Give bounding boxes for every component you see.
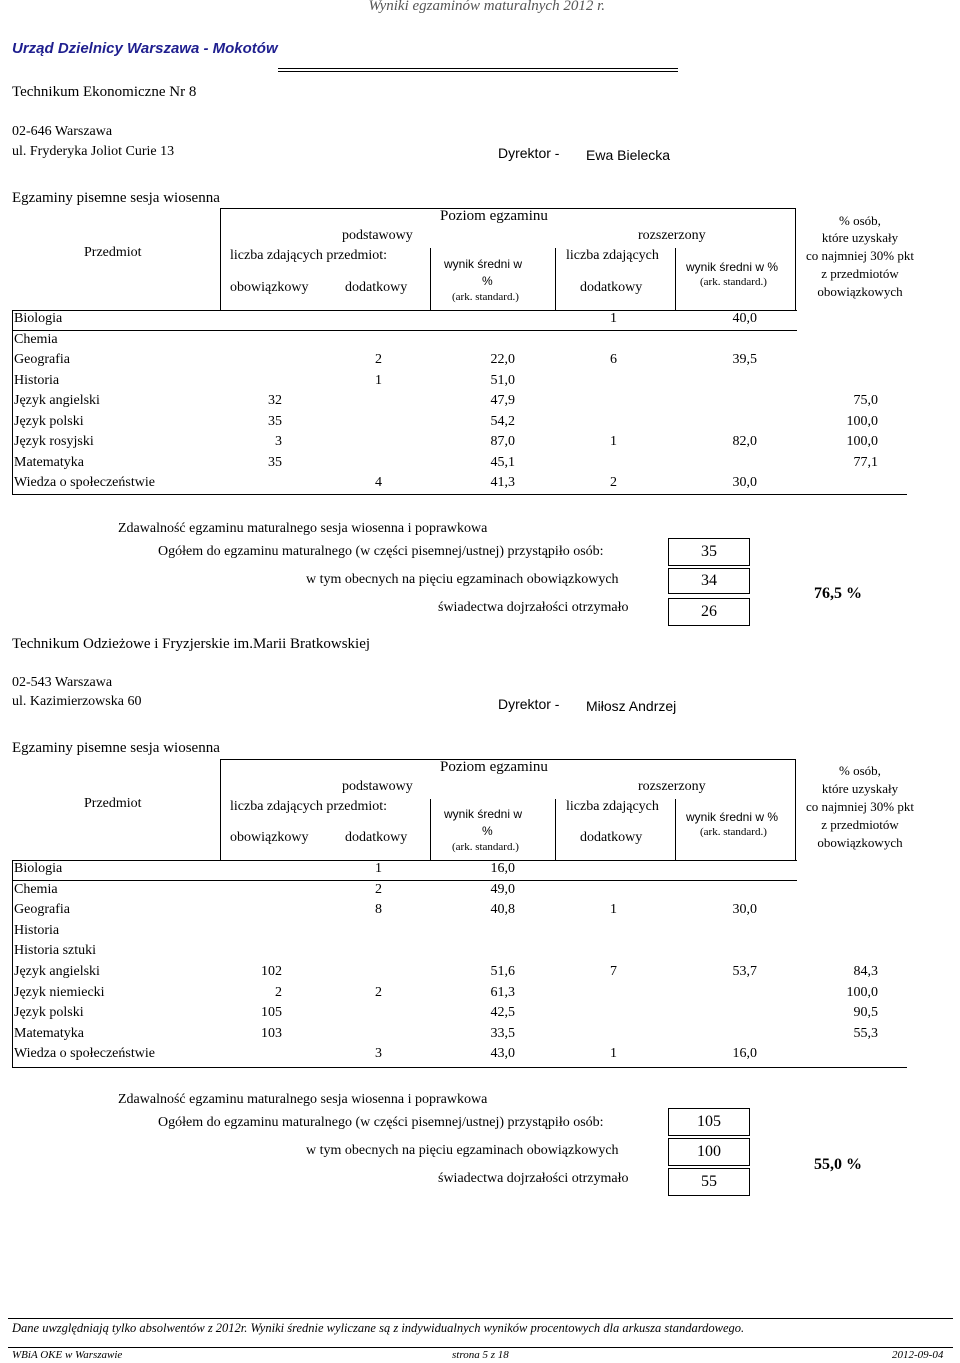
extended-count-cell: 1 bbox=[610, 1046, 617, 1062]
footer-org: WBiA OKE w Warszawie bbox=[12, 1349, 123, 1361]
school-name: Technikum Odzieżowe i Fryzjerskie im.Marii Bratkowskiej bbox=[12, 636, 371, 652]
header-subject: Przedmiot bbox=[84, 796, 142, 811]
summary-present-label: w tym obecnych na pięciu egzaminach obowiązkowych bbox=[306, 572, 619, 587]
average-cell: 16,0 bbox=[490, 861, 515, 876]
additional-count-cell: 1 bbox=[375, 372, 382, 388]
extended-average-cell: 39,5 bbox=[732, 352, 757, 367]
extended-count-cell: 1 bbox=[610, 311, 617, 326]
subject-cell: Historia bbox=[14, 922, 60, 938]
header-count-ext: liczba zdających bbox=[566, 248, 659, 263]
header-avg: wynik średni w bbox=[444, 807, 523, 821]
subject-cell: Język angielski bbox=[14, 964, 100, 979]
subject-cell: Język rosyjski bbox=[14, 434, 94, 449]
header-ark: (ark. standard.) bbox=[700, 826, 767, 838]
subject-cell: Matematyka bbox=[14, 1025, 84, 1041]
average-cell: 22,0 bbox=[490, 352, 515, 367]
mandatory-count-cell: 103 bbox=[261, 1025, 282, 1041]
subject-cell: Historia bbox=[14, 372, 60, 388]
mandatory-count-cell: 102 bbox=[261, 964, 282, 979]
header-mandatory: obowiązkowy bbox=[230, 280, 309, 295]
footer-note: Dane uwzględniają tylko absolwentów z 2012r. Wyniki średnie wyliczane są z indywidualnych wyników procentowych dla arkusza standardowego. bbox=[12, 1321, 745, 1335]
header-level: Poziom egzaminu bbox=[440, 759, 548, 775]
exam-section-title: Egzaminy pisemne sesja wiosenna bbox=[12, 740, 220, 756]
school-street: ul. Fryderyka Joliot Curie 13 bbox=[12, 144, 175, 159]
mandatory-count-cell: 2 bbox=[275, 984, 282, 1000]
header-pct: z przedmiotów bbox=[821, 266, 899, 281]
extended-count-cell: 1 bbox=[610, 902, 617, 918]
average-cell: 47,9 bbox=[490, 393, 515, 408]
pass-percent-cell: 75,0 bbox=[853, 393, 878, 408]
average-cell: 49,0 bbox=[490, 881, 515, 897]
average-cell: 43,0 bbox=[490, 1046, 515, 1062]
header-additional: dodatkowy bbox=[580, 280, 643, 295]
header-extended: rozszerzony bbox=[638, 228, 706, 243]
additional-count-cell: 3 bbox=[375, 1046, 382, 1062]
school-postal: 02-646 Warszawa bbox=[12, 124, 113, 139]
mandatory-count-cell: 32 bbox=[268, 393, 282, 408]
exam-section-title: Egzaminy pisemne sesja wiosenna bbox=[12, 190, 220, 206]
header-extended: rozszerzony bbox=[638, 779, 706, 794]
header-ark: (ark. standard.) bbox=[700, 276, 767, 288]
pass-percent-cell: 100,0 bbox=[846, 434, 878, 449]
extended-average-cell: 53,7 bbox=[732, 964, 757, 979]
header-pct: % osób, bbox=[839, 763, 881, 778]
director-label: Dyrektor - bbox=[498, 696, 560, 712]
header-count: liczba zdających przedmiot: bbox=[230, 248, 388, 263]
summary-present-value: 34 bbox=[668, 568, 750, 594]
mandatory-count-cell: 35 bbox=[268, 413, 282, 429]
header-avg: % bbox=[482, 274, 493, 288]
header-subject: Przedmiot bbox=[84, 245, 142, 260]
additional-count-cell: 1 bbox=[375, 861, 382, 876]
school-street: ul. Kazimierzowska 60 bbox=[12, 694, 142, 709]
average-cell: 45,1 bbox=[490, 454, 515, 470]
pass-percent-cell: 90,5 bbox=[853, 1005, 878, 1021]
header-rule bbox=[278, 68, 678, 69]
summary-cert-value: 55 bbox=[668, 1168, 750, 1196]
subject-cell: Biologia bbox=[14, 861, 63, 876]
header-level: Poziom egzaminu bbox=[440, 208, 548, 224]
summary-title: Zdawalność egzaminu maturalnego sesja wiosenna i poprawkowa bbox=[118, 1092, 488, 1107]
pass-percent-cell: 100,0 bbox=[846, 984, 878, 1000]
extended-average-cell: 30,0 bbox=[732, 902, 757, 918]
additional-count-cell: 2 bbox=[375, 352, 382, 367]
summary-total-value: 35 bbox=[668, 538, 750, 566]
header-avg-ext: wynik średni w % bbox=[686, 260, 779, 274]
extended-average-cell: 30,0 bbox=[732, 475, 757, 490]
header-additional: dodatkowy bbox=[345, 830, 408, 845]
extended-count-cell: 2 bbox=[610, 475, 617, 490]
header-basic: podstawowy bbox=[342, 228, 413, 243]
header-pct: % osób, bbox=[839, 213, 881, 228]
header-rule bbox=[278, 71, 678, 72]
subject-cell: Historia sztuki bbox=[14, 943, 97, 959]
summary-cert-value: 26 bbox=[668, 598, 750, 626]
pass-rate: 55,0 % bbox=[814, 1156, 862, 1173]
summary-title: Zdawalność egzaminu maturalnego sesja wiosenna i poprawkowa bbox=[118, 521, 488, 536]
footer-date: 2012-09-04 bbox=[892, 1349, 944, 1361]
subject-cell: Matematyka bbox=[14, 454, 84, 470]
average-cell: 51,0 bbox=[490, 372, 515, 388]
summary-total-label: Ogółem do egzaminu maturalnego (w części pisemnej/ustnej) przystąpiło osób: bbox=[158, 1115, 604, 1130]
mandatory-count-cell: 35 bbox=[268, 454, 282, 470]
average-cell: 33,5 bbox=[490, 1025, 515, 1041]
director-name: Ewa Bielecka bbox=[586, 147, 671, 163]
summary-cert-label: świadectwa dojrzałości otrzymało bbox=[438, 1171, 629, 1186]
subject-cell: Geografia bbox=[14, 902, 70, 918]
header-pct: które uzyskały bbox=[821, 230, 899, 245]
mandatory-count-cell: 105 bbox=[261, 1005, 282, 1021]
header-pct: obowiązkowych bbox=[817, 835, 903, 850]
header-pct: które uzyskały bbox=[821, 781, 899, 796]
average-cell: 54,2 bbox=[490, 413, 515, 429]
mandatory-count-cell: 3 bbox=[275, 434, 282, 449]
additional-count-cell: 2 bbox=[375, 984, 382, 1000]
summary-total-value: 105 bbox=[668, 1108, 750, 1136]
subject-cell: Chemia bbox=[14, 881, 58, 897]
average-cell: 42,5 bbox=[490, 1005, 515, 1021]
header-avg: wynik średni w bbox=[444, 257, 523, 271]
header-additional: dodatkowy bbox=[345, 280, 408, 295]
subject-cell: Chemia bbox=[14, 331, 58, 347]
header-avg-ext: wynik średni w % bbox=[686, 810, 779, 824]
header-pct: co najmniej 30% pkt bbox=[806, 799, 914, 814]
header-pct: z przedmiotów bbox=[821, 817, 899, 832]
header-count: liczba zdających przedmiot: bbox=[230, 799, 388, 814]
average-cell: 87,0 bbox=[490, 434, 515, 449]
average-cell: 41,3 bbox=[490, 475, 515, 490]
office-title: Urząd Dzielnicy Warszawa - Mokotów bbox=[12, 40, 278, 57]
header-count-ext: liczba zdających bbox=[566, 799, 659, 814]
director-name: Miłosz Andrzej bbox=[586, 698, 677, 714]
pass-rate: 76,5 % bbox=[814, 585, 862, 602]
header-ark: (ark. standard.) bbox=[452, 291, 519, 303]
subject-cell: Język polski bbox=[14, 1005, 84, 1021]
extended-average-cell: 82,0 bbox=[732, 434, 757, 449]
header-pct: co najmniej 30% pkt bbox=[806, 248, 914, 263]
extended-average-cell: 40,0 bbox=[732, 311, 757, 326]
pass-percent-cell: 55,3 bbox=[853, 1025, 878, 1041]
header-mandatory: obowiązkowy bbox=[230, 830, 309, 845]
summary-total-label: Ogółem do egzaminu maturalnego (w części pisemnej/ustnej) przystąpiło osób: bbox=[158, 544, 604, 559]
header-avg: % bbox=[482, 824, 493, 838]
school-postal: 02-543 Warszawa bbox=[12, 675, 113, 690]
subject-cell: Język angielski bbox=[14, 393, 100, 408]
footer-rule bbox=[8, 1347, 953, 1348]
extended-average-cell: 16,0 bbox=[732, 1046, 757, 1062]
header-pct: obowiązkowych bbox=[817, 284, 903, 299]
school-name: Technikum Ekonomiczne Nr 8 bbox=[12, 84, 197, 100]
average-cell: 51,6 bbox=[490, 964, 515, 979]
extended-count-cell: 1 bbox=[610, 434, 617, 449]
pass-percent-cell: 84,3 bbox=[853, 964, 878, 979]
subject-cell: Język niemiecki bbox=[14, 984, 105, 1000]
subject-cell: Wiedza o społeczeństwie bbox=[14, 1046, 155, 1062]
average-cell: 61,3 bbox=[490, 984, 515, 1000]
page-header: Wyniki egzaminów maturalnych 2012 r. bbox=[368, 0, 605, 14]
extended-count-cell: 7 bbox=[610, 964, 617, 979]
additional-count-cell: 4 bbox=[375, 475, 382, 490]
subject-cell: Geografia bbox=[14, 352, 70, 367]
subject-cell: Język polski bbox=[14, 413, 84, 429]
summary-present-label: w tym obecnych na pięciu egzaminach obowiązkowych bbox=[306, 1143, 619, 1158]
pass-percent-cell: 77,1 bbox=[853, 454, 878, 470]
header-additional: dodatkowy bbox=[580, 830, 643, 845]
pass-percent-cell: 100,0 bbox=[846, 413, 878, 429]
additional-count-cell: 8 bbox=[375, 902, 382, 918]
header-ark: (ark. standard.) bbox=[452, 841, 519, 853]
summary-present-value: 100 bbox=[668, 1138, 750, 1166]
header-basic: podstawowy bbox=[342, 779, 413, 794]
director-label: Dyrektor - bbox=[498, 145, 560, 161]
summary-cert-label: świadectwa dojrzałości otrzymało bbox=[438, 600, 629, 615]
average-cell: 40,8 bbox=[490, 902, 515, 918]
additional-count-cell: 2 bbox=[375, 881, 382, 897]
subject-cell: Wiedza o społeczeństwie bbox=[14, 475, 155, 490]
footer-page: strona 5 z 18 bbox=[452, 1349, 509, 1361]
footer-rule bbox=[8, 1318, 953, 1319]
subject-cell: Biologia bbox=[14, 311, 63, 326]
extended-count-cell: 6 bbox=[610, 352, 617, 367]
